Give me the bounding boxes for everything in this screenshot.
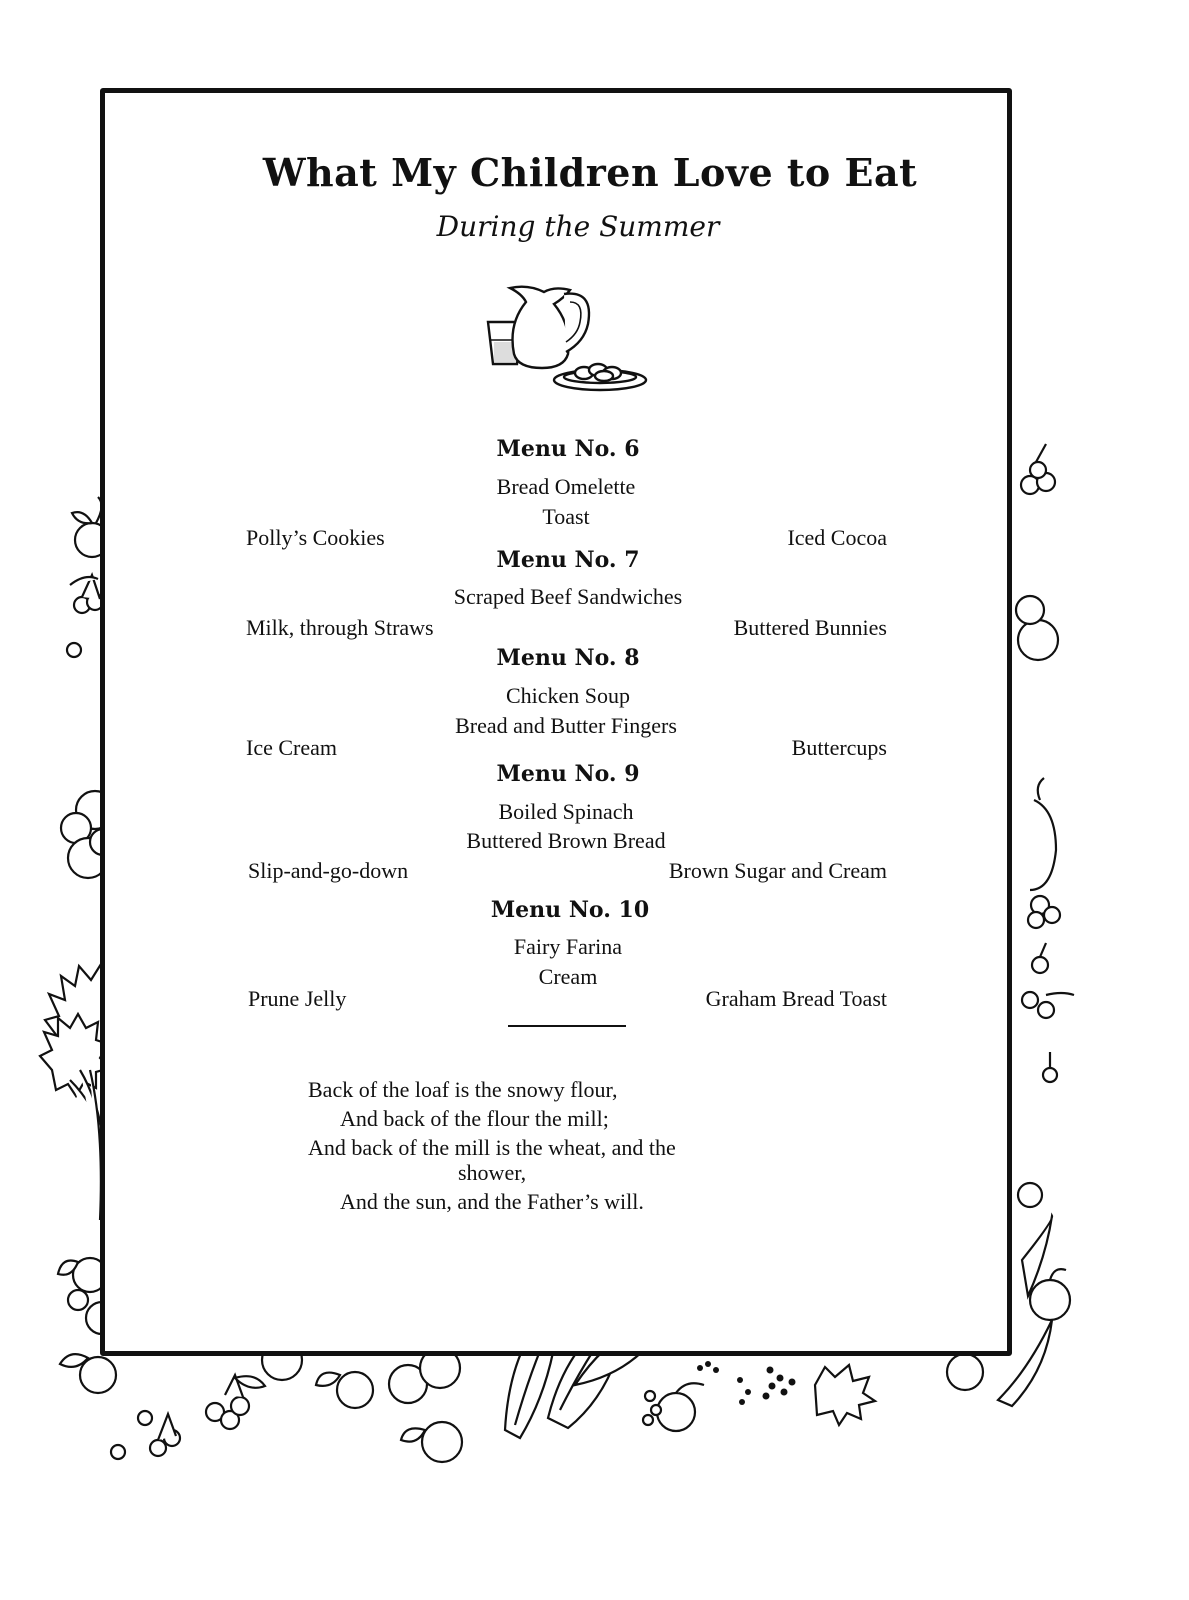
menu-6-center-item-1: Bread Omelette	[496, 474, 636, 499]
menu-8-center-item-2: Bread and Butter Fingers	[455, 713, 677, 738]
menu-10-center-item-1: Fairy Farina	[513, 934, 623, 959]
verse	[308, 1075, 778, 1216]
menu-8-right-item: Buttercups	[791, 735, 887, 760]
divider	[508, 1025, 626, 1027]
menu-9-left-item: Slip-and-go-down	[248, 858, 409, 883]
menu-7-right-item: Buttered Bunnies	[733, 615, 887, 640]
menu-10-left-item: Prune Jelly	[248, 986, 347, 1011]
verse-line: And back of the flour the mill;	[340, 1106, 609, 1131]
page-title: What My Children Love to Eat	[262, 150, 918, 195]
page-subtitle: During the Summer	[436, 210, 720, 243]
pitcher-illustration	[480, 280, 655, 405]
menu-6-right-item: Iced Cocoa	[787, 525, 887, 550]
menu-8-heading: Menu No. 8	[496, 645, 640, 671]
menu-8-center-item-1: Chicken Soup	[505, 683, 631, 708]
menu-9-heading: Menu No. 9	[496, 761, 640, 787]
menu-6-left-item: Polly’s Cookies	[246, 525, 385, 550]
verse-line: Back of the loaf is the snowy flour,	[308, 1077, 618, 1102]
menu-7-left-item: Milk, through Straws	[246, 615, 434, 640]
plate-of-cookies-icon	[554, 364, 646, 390]
verse-line: And back of the mill is the wheat, and the	[308, 1135, 676, 1160]
menu-9-right-item: Brown Sugar and Cream	[668, 858, 887, 883]
menu-7-heading: Menu No. 7	[496, 547, 640, 573]
menu-9-center-item-1: Boiled Spinach	[498, 799, 634, 824]
pitcher-icon	[510, 287, 589, 368]
verse-line: And the sun, and the Father’s will.	[340, 1189, 644, 1214]
menu-6-center-item-2: Toast	[542, 504, 590, 529]
menu-10-right-item: Graham Bread Toast	[705, 986, 887, 1011]
menu-10-center-item-2: Cream	[538, 964, 598, 989]
menu-7-center-item-1: Scraped Beef Sandwiches	[453, 584, 683, 609]
menu-8-left-item: Ice Cream	[246, 735, 337, 760]
menu-6-heading: Menu No. 6	[496, 436, 640, 462]
verse-line: shower,	[458, 1160, 527, 1185]
menu-9-center-item-2: Buttered Brown Bread	[466, 828, 666, 853]
menu-10-heading: Menu No. 10	[490, 897, 650, 923]
